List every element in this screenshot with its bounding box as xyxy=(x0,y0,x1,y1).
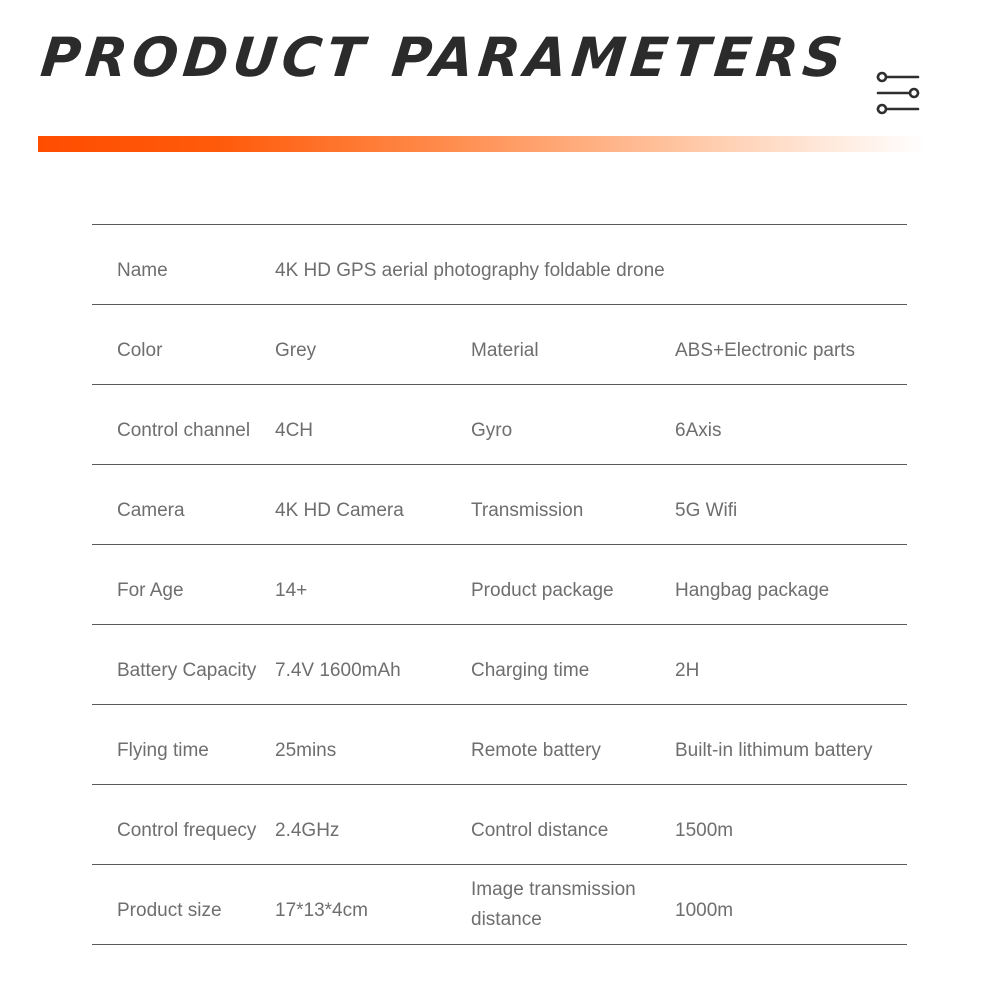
spec-value: Hangbag package xyxy=(675,579,830,601)
spec-row xyxy=(92,305,907,385)
spec-label: Camera xyxy=(117,499,185,521)
spec-value: 2.4GHz xyxy=(275,819,340,841)
spec-value: 6Axis xyxy=(675,419,722,441)
spec-value: 4K HD GPS aerial photography foldable drone xyxy=(275,259,665,281)
spec-row xyxy=(92,785,907,865)
spec-label: Product package xyxy=(471,579,614,601)
spec-value: 7.4V 1600mAh xyxy=(275,659,401,681)
spec-value: 4K HD Camera xyxy=(275,499,404,521)
spec-value: 2H xyxy=(675,659,700,681)
spec-label: Material xyxy=(471,339,539,361)
spec-label: Color xyxy=(117,339,163,361)
spec-row-name xyxy=(92,225,907,305)
spec-value: 4CH xyxy=(275,419,314,441)
spec-value: 25mins xyxy=(275,739,337,761)
spec-label: Control frequecy xyxy=(117,819,257,841)
spec-value: 14+ xyxy=(275,579,308,601)
spec-value: 1000m xyxy=(675,899,734,921)
accent-gradient-bar xyxy=(38,136,926,152)
spec-row xyxy=(92,625,907,705)
spec-value: 17*13*4cm xyxy=(275,899,368,921)
sliders-icon xyxy=(874,70,922,116)
spec-label: Battery Capacity xyxy=(117,659,257,681)
spec-row xyxy=(92,865,907,945)
spec-label: Product size xyxy=(117,899,222,921)
spec-label: For Age xyxy=(117,579,184,601)
spec-label: Control channel xyxy=(117,419,251,441)
spec-label: Gyro xyxy=(471,419,513,441)
spec-value: Grey xyxy=(275,339,317,361)
spec-label: Image transmission distance xyxy=(471,878,636,930)
spec-label: Flying time xyxy=(117,739,209,761)
spec-label: Transmission xyxy=(471,499,584,521)
spec-value: 1500m xyxy=(675,819,734,841)
spec-row xyxy=(92,385,907,465)
spec-label: Charging time xyxy=(471,659,590,681)
spec-value: 5G Wifi xyxy=(675,499,738,521)
spec-value: Built-in lithimum battery xyxy=(675,739,873,761)
spec-label: Remote battery xyxy=(471,739,601,761)
spec-row xyxy=(92,465,907,545)
spec-label: Control distance xyxy=(471,819,609,841)
spec-table xyxy=(92,224,907,945)
spec-label: Name xyxy=(117,259,168,281)
spec-row xyxy=(92,705,907,785)
spec-value: ABS+Electronic parts xyxy=(675,339,856,361)
page-title: PRODUCT PARAMETERS xyxy=(37,26,851,89)
spec-row xyxy=(92,545,907,625)
